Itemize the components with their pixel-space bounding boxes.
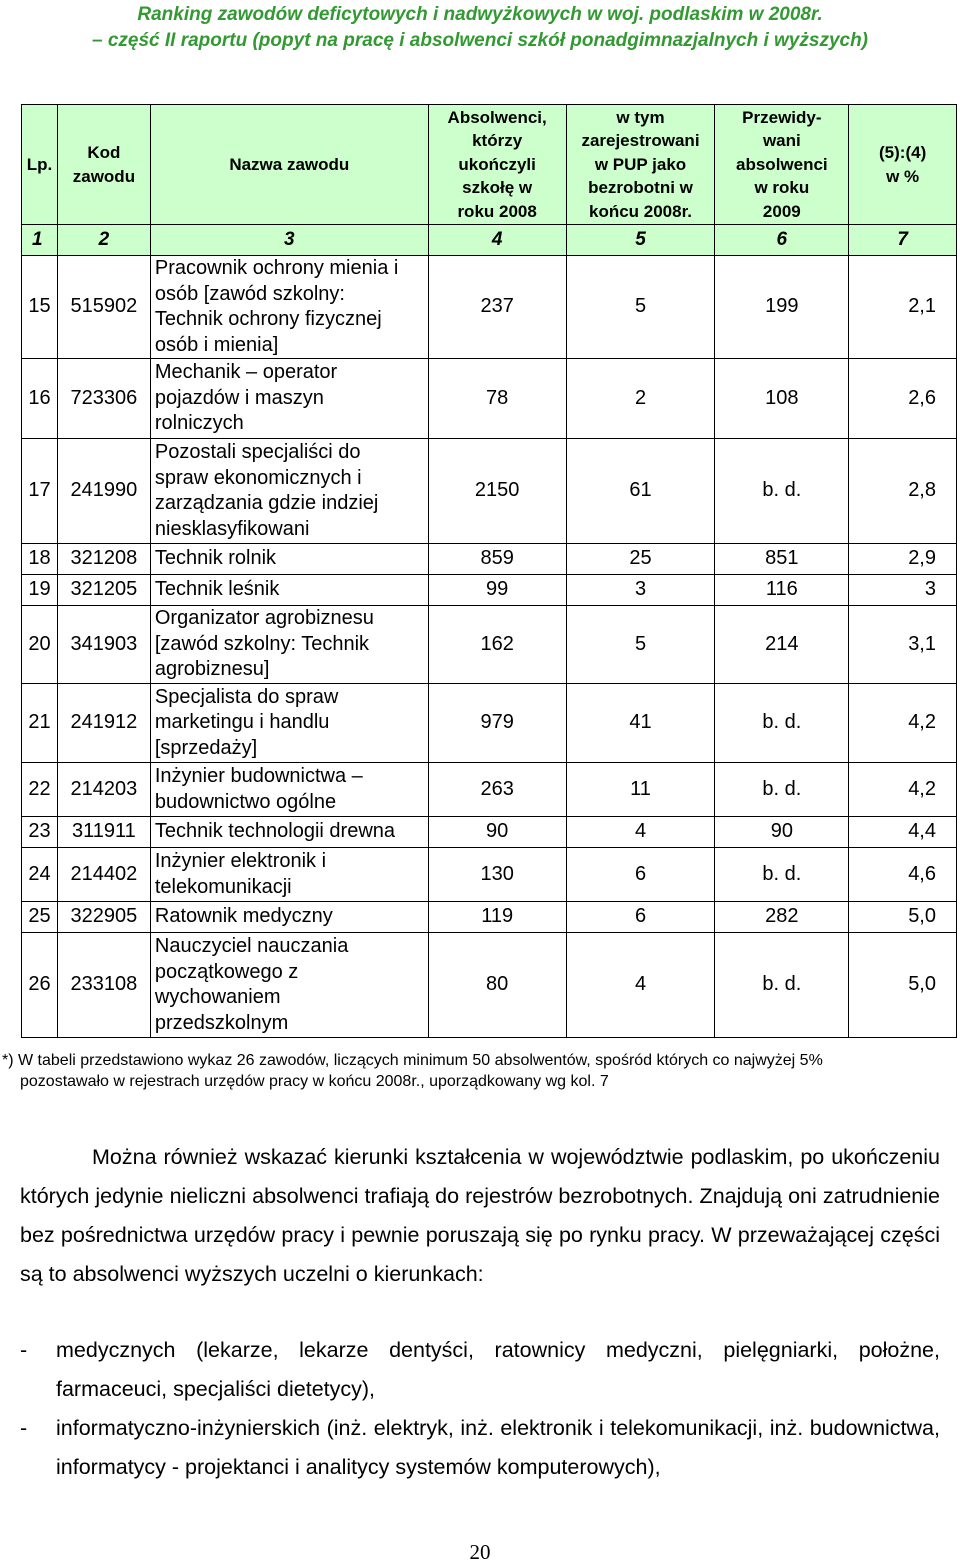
column-number: 1: [22, 225, 58, 256]
cell-ratio: 4,2: [849, 684, 957, 763]
cell-kod: 723306: [57, 359, 150, 439]
page-number: 20: [469, 1540, 491, 1564]
cell-ratio: 2,8: [849, 439, 957, 544]
cell-przewidywani: 851: [715, 544, 849, 575]
table-row: [22, 817, 957, 848]
cell-absolwenci: 859: [428, 544, 566, 575]
cell-kod: 321205: [57, 575, 150, 606]
table-row: [22, 256, 957, 359]
body-paragraph: Można również wskazać kierunki kształcenia w województwie podlaskim, po ukończeniu których jedynie nieliczni absolwenci trafiają do rejestrów bezrobotnych. Znajdują oni zatrudnienie bez pośrednictwa urzędów pracy i pewnie poruszają się po rynku pracy. W przeważającej części są to absolwenci wyższych uczelni o kierunkach:: [20, 1145, 940, 1286]
column-number-row: [22, 225, 957, 256]
cell-absolwenci: 78: [428, 359, 566, 439]
cell-lp: 26: [22, 933, 58, 1038]
cell-kod: 322905: [57, 902, 150, 933]
cell-absolwenci: 119: [428, 902, 566, 933]
list-dash: -: [20, 1338, 28, 1362]
table-row: [22, 933, 957, 1038]
header-ratio: (5):(4) w %: [849, 105, 957, 225]
cell-lp: 17: [22, 439, 58, 544]
cell-ratio: 4,2: [849, 763, 957, 817]
cell-przewidywani: 214: [715, 606, 849, 684]
cell-przewidywani: 108: [715, 359, 849, 439]
header-nazwa: Nazwa zawodu: [150, 105, 428, 225]
cell-zarejestrowani: 6: [566, 848, 715, 902]
cell-lp: 18: [22, 544, 58, 575]
cell-przewidywani: b. d.: [715, 933, 849, 1038]
cell-lp: 22: [22, 763, 58, 817]
cell-ratio: 3,1: [849, 606, 957, 684]
cell-ratio: 4,4: [849, 817, 957, 848]
header-kod: Kod zawodu: [57, 105, 150, 225]
cell-absolwenci: 237: [428, 256, 566, 359]
cell-zarejestrowani: 3: [566, 575, 715, 606]
header-lp: Lp.: [22, 105, 58, 225]
cell-nazwa: Nauczyciel nauczania początkowego z wychowaniem przedszkolnym: [150, 933, 428, 1038]
cell-lp: 20: [22, 606, 58, 684]
table-row: [22, 439, 957, 544]
cell-nazwa: Technik technologii drewna: [150, 817, 428, 848]
header-zarejestrowani: w tym zarejestrowani w PUP jako bezrobotni w końcu 2008r.: [566, 105, 715, 225]
cell-ratio: 5,0: [849, 933, 957, 1038]
table-row: [22, 544, 957, 575]
list-dash: -: [20, 1416, 28, 1440]
cell-kod: 321208: [57, 544, 150, 575]
list-item-text: informatyczno-inżynierskich (inż. elektryk, inż. elektronik i telekomunikacji, inż. budownictwa, informatycy - projektanci i analitycy systemów komputerowych),: [56, 1416, 940, 1479]
cell-nazwa: Specjalista do spraw marketingu i handlu [sprzedaży]: [150, 684, 428, 763]
cell-kod: 311911: [57, 817, 150, 848]
cell-zarejestrowani: 4: [566, 817, 715, 848]
cell-lp: 25: [22, 902, 58, 933]
cell-zarejestrowani: 5: [566, 256, 715, 359]
table-footnote: [2, 1050, 952, 1092]
cell-lp: 23: [22, 817, 58, 848]
cell-nazwa: Pracownik ochrony mienia i osób [zawód szkolny: Technik ochrony fizycznej osób i mienia]: [150, 256, 428, 359]
table-row: [22, 575, 957, 606]
cell-ratio: 4,6: [849, 848, 957, 902]
cell-nazwa: Organizator agrobiznesu [zawód szkolny: Technik agrobiznesu]: [150, 606, 428, 684]
cell-kod: 241912: [57, 684, 150, 763]
cell-kod: 233108: [57, 933, 150, 1038]
column-number: 7: [849, 225, 957, 256]
column-number: 3: [150, 225, 428, 256]
table-row: [22, 359, 957, 439]
cell-przewidywani: b. d.: [715, 439, 849, 544]
cell-absolwenci: 2150: [428, 439, 566, 544]
cell-nazwa: Technik leśnik: [150, 575, 428, 606]
table-row: [22, 902, 957, 933]
cell-kod: 214203: [57, 763, 150, 817]
table-row: [22, 763, 957, 817]
cell-zarejestrowani: 61: [566, 439, 715, 544]
cell-absolwenci: 130: [428, 848, 566, 902]
cell-ratio: 2,9: [849, 544, 957, 575]
cell-nazwa: Inżynier elektronik i telekomunikacji: [150, 848, 428, 902]
cell-nazwa: Inżynier budownictwa – budownictwo ogólne: [150, 763, 428, 817]
cell-nazwa: Technik rolnik: [150, 544, 428, 575]
cell-przewidywani: 199: [715, 256, 849, 359]
cell-absolwenci: 979: [428, 684, 566, 763]
cell-zarejestrowani: 41: [566, 684, 715, 763]
cell-absolwenci: 99: [428, 575, 566, 606]
cell-nazwa: Ratownik medyczny: [150, 902, 428, 933]
report-title-line-1: Ranking zawodów deficytowych i nadwyżkowych w woj. podlaskim w 2008r.: [137, 4, 823, 25]
cell-absolwenci: 263: [428, 763, 566, 817]
footnote-line-1: *) W tabeli przedstawiono wykaz 26 zawodów, liczących minimum 50 absolwentów, spośród których co najwyżej 5%: [2, 1052, 823, 1069]
cell-ratio: 2,6: [849, 359, 957, 439]
header-przewidywani: Przewidy- wani absolwenci w roku 2009: [715, 105, 849, 225]
cell-zarejestrowani: 11: [566, 763, 715, 817]
cell-kod: 341903: [57, 606, 150, 684]
cell-zarejestrowani: 6: [566, 902, 715, 933]
cell-lp: 24: [22, 848, 58, 902]
column-number: 4: [428, 225, 566, 256]
column-number: 6: [715, 225, 849, 256]
cell-absolwenci: 90: [428, 817, 566, 848]
cell-przewidywani: b. d.: [715, 848, 849, 902]
occupation-ranking-table: [21, 104, 957, 1038]
cell-zarejestrowani: 25: [566, 544, 715, 575]
cell-ratio: 5,0: [849, 902, 957, 933]
cell-przewidywani: 90: [715, 817, 849, 848]
table-header-row: [22, 105, 957, 225]
list-item-text: medycznych (lekarze, lekarze dentyści, ratownicy medyczni, pielęgniarki, położne, farmaceuci, specjaliści dietetycy),: [56, 1338, 940, 1401]
cell-zarejestrowani: 4: [566, 933, 715, 1038]
cell-lp: 16: [22, 359, 58, 439]
table-row: [22, 606, 957, 684]
column-number: 2: [57, 225, 150, 256]
table-row: [22, 848, 957, 902]
cell-lp: 19: [22, 575, 58, 606]
cell-nazwa: Mechanik – operator pojazdów i maszyn rolniczych: [150, 359, 428, 439]
cell-lp: 15: [22, 256, 58, 359]
cell-kod: 214402: [57, 848, 150, 902]
cell-przewidywani: 282: [715, 902, 849, 933]
cell-kod: 241990: [57, 439, 150, 544]
column-number: 5: [566, 225, 715, 256]
report-title-line-2: – część II raportu (popyt na pracę i absolwenci szkół ponadgimnazjalnych i wyższych): [91, 30, 869, 51]
header-absolwenci: Absolwenci, którzy ukończyli szkołę w roku 2008: [428, 105, 566, 225]
cell-absolwenci: 162: [428, 606, 566, 684]
cell-nazwa: Pozostali specjaliści do spraw ekonomicznych i zarządzania gdzie indziej niesklasyfikowani: [150, 439, 428, 544]
cell-lp: 21: [22, 684, 58, 763]
cell-ratio: 2,1: [849, 256, 957, 359]
footnote-line-2: pozostawało w rejestrach urzędów pracy w końcu 2008r., uporządkowany wg kol. 7: [20, 1073, 609, 1090]
cell-przewidywani: 116: [715, 575, 849, 606]
cell-kod: 515902: [57, 256, 150, 359]
cell-zarejestrowani: 2: [566, 359, 715, 439]
cell-zarejestrowani: 5: [566, 606, 715, 684]
cell-absolwenci: 80: [428, 933, 566, 1038]
cell-ratio: 3: [849, 575, 957, 606]
cell-przewidywani: b. d.: [715, 684, 849, 763]
table-row: [22, 684, 957, 763]
cell-przewidywani: b. d.: [715, 763, 849, 817]
